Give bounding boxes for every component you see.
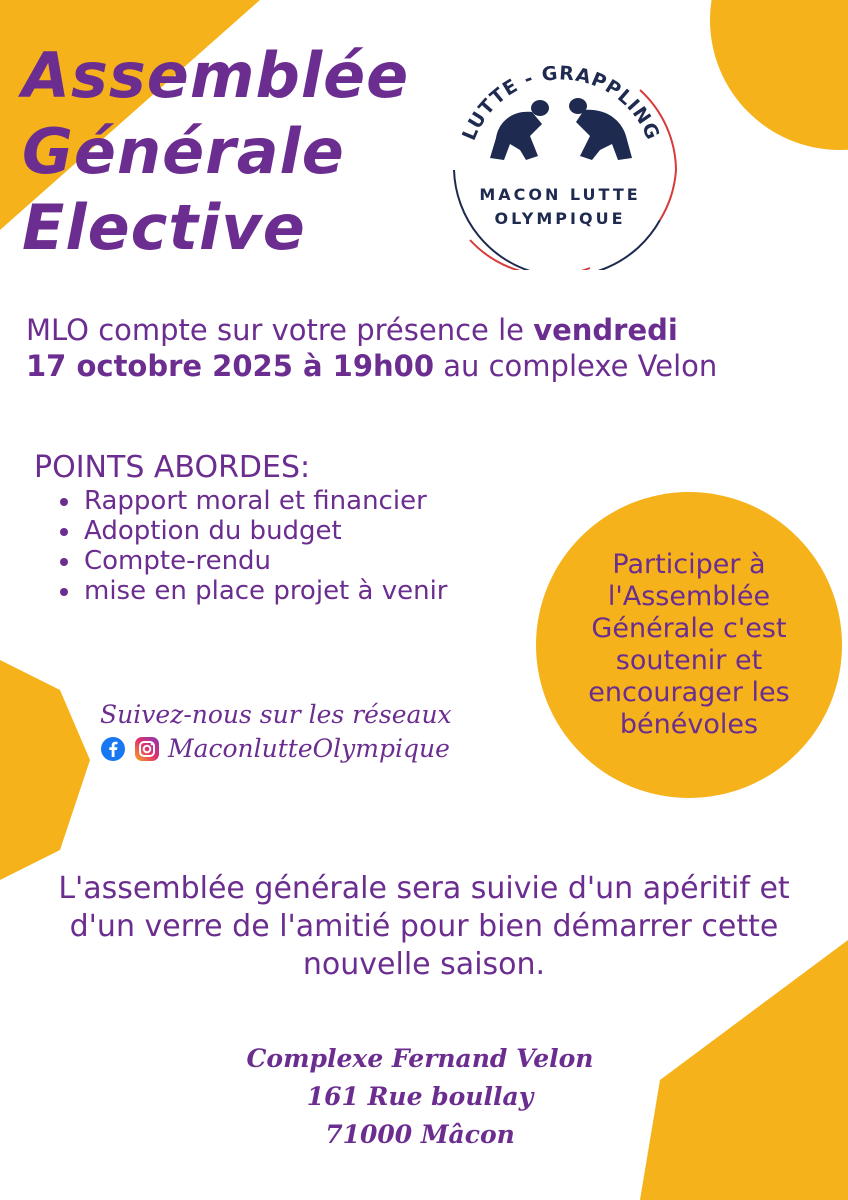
top-right-yellow-circle	[700, 0, 848, 160]
social-block	[100, 698, 452, 766]
agenda-list	[34, 486, 448, 606]
intro-day: vendredi	[533, 313, 678, 347]
facebook-icon[interactable]	[100, 736, 126, 762]
logo-bottom-line-2: OLYMPIQUE	[494, 209, 626, 228]
svg-text:LUTTE - GRAPPLING	[458, 62, 664, 143]
address-line-1: Complexe Fernand Velon	[246, 1044, 594, 1073]
volunteer-callout-text: Participer à l'Assemblée Générale c'est soutenir et encourager les bénévoles	[588, 549, 790, 740]
agenda-item: • mise en place projet à venir	[82, 576, 448, 606]
intro-part-1: MLO compte sur votre présence le	[26, 313, 534, 347]
agenda-item: • Adoption du budget	[82, 516, 448, 546]
volunteer-callout-circle	[536, 492, 842, 798]
agenda-item: • Compte-rendu	[82, 546, 448, 576]
address-line-2: 161 Rue boullay	[306, 1082, 534, 1111]
agenda-item: • Rapport moral et financier	[82, 486, 448, 516]
agenda-points	[34, 450, 448, 606]
title-line-3: Elective	[22, 191, 306, 264]
agenda-heading: POINTS ABORDES:	[34, 450, 311, 485]
intro-text	[26, 312, 816, 384]
left-yellow-hexagon	[0, 650, 100, 890]
instagram-icon[interactable]	[134, 736, 160, 762]
social-handle[interactable]: MaconlutteOlympique	[168, 734, 450, 763]
title-line-2: Générale	[22, 115, 345, 188]
wrestlers-icon	[490, 98, 632, 160]
aperitif-announcement: L'assemblée générale sera suivie d'un apéritif et d'un verre de l'amitié pour bien démarrer cette nouvelle saison.	[58, 871, 790, 982]
page-title	[22, 38, 409, 266]
club-logo	[440, 40, 680, 270]
social-heading: Suivez-nous sur les réseaux	[100, 700, 452, 729]
intro-part-2: au complexe Velon	[434, 349, 718, 383]
address-line-3: 71000 Mâcon	[325, 1120, 515, 1149]
logo-top-text: LUTTE - GRAPPLING	[458, 62, 664, 144]
intro-date-time: 17 octobre 2025 à 19h00	[26, 349, 435, 383]
venue-address	[150, 1040, 690, 1154]
logo-bottom-line-1: MACON LUTTE	[479, 185, 641, 204]
title-line-1: Assemblée	[22, 39, 410, 112]
